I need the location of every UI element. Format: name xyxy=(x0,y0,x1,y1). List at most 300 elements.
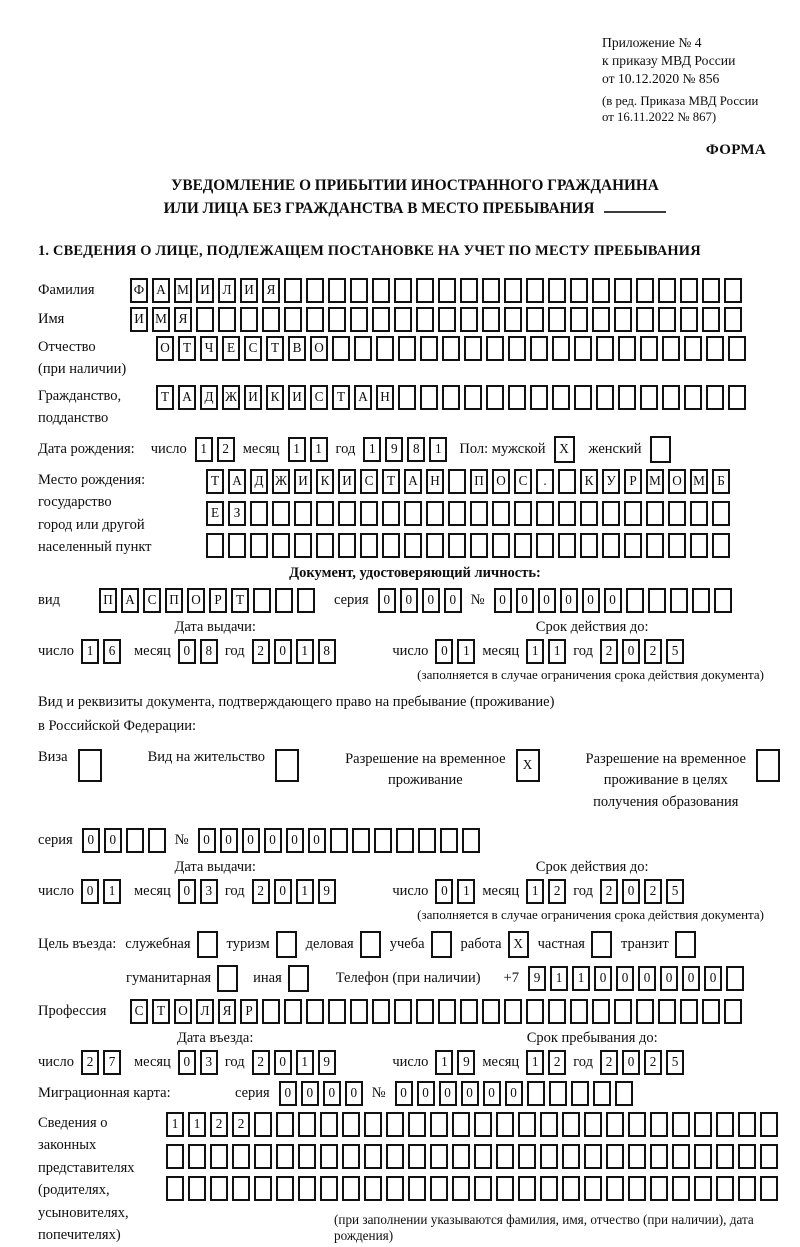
char-cell[interactable] xyxy=(254,1144,272,1169)
char-cell[interactable]: 2 xyxy=(232,1112,250,1137)
char-cell[interactable] xyxy=(702,307,720,332)
char-cell[interactable]: 1 xyxy=(429,437,447,462)
char-cell[interactable] xyxy=(210,1176,228,1201)
char-cell[interactable]: 9 xyxy=(385,437,403,462)
char-cell[interactable] xyxy=(684,385,702,410)
char-cell[interactable] xyxy=(672,1112,690,1137)
char-cell[interactable] xyxy=(514,501,532,526)
char-cell[interactable] xyxy=(262,307,280,332)
char-cell[interactable] xyxy=(570,278,588,303)
char-cell[interactable]: 1 xyxy=(195,437,213,462)
char-cell[interactable] xyxy=(374,828,392,853)
char-cell[interactable]: М xyxy=(174,278,192,303)
residence-expiry-month[interactable] xyxy=(526,879,566,904)
entry-day-input[interactable] xyxy=(81,1050,121,1075)
char-cell[interactable]: 0 xyxy=(704,966,722,991)
char-cell[interactable] xyxy=(694,1176,712,1201)
char-cell[interactable]: 0 xyxy=(516,588,534,613)
char-cell[interactable]: 0 xyxy=(435,879,453,904)
char-cell[interactable]: С xyxy=(244,336,262,361)
char-cell[interactable]: О xyxy=(156,336,174,361)
char-cell[interactable] xyxy=(618,385,636,410)
purpose-service-checkbox[interactable] xyxy=(197,931,218,958)
char-cell[interactable] xyxy=(148,828,166,853)
char-cell[interactable] xyxy=(276,931,297,958)
char-cell[interactable] xyxy=(650,1176,668,1201)
char-cell[interactable] xyxy=(636,278,654,303)
citizenship-input[interactable] xyxy=(156,385,746,410)
char-cell[interactable]: 1 xyxy=(548,639,566,664)
char-cell[interactable]: 0 xyxy=(198,828,216,853)
char-cell[interactable] xyxy=(338,501,356,526)
char-cell[interactable] xyxy=(218,307,236,332)
identity-issue-day[interactable] xyxy=(81,639,121,664)
char-cell[interactable]: О xyxy=(187,588,205,613)
char-cell[interactable] xyxy=(462,828,480,853)
char-cell[interactable] xyxy=(716,1144,734,1169)
char-cell[interactable]: 0 xyxy=(82,828,100,853)
char-cell[interactable] xyxy=(618,336,636,361)
char-cell[interactable]: 0 xyxy=(638,966,656,991)
char-cell[interactable] xyxy=(276,1112,294,1137)
char-cell[interactable]: 5 xyxy=(666,639,684,664)
char-cell[interactable]: Н xyxy=(376,385,394,410)
char-cell[interactable] xyxy=(440,828,458,853)
char-cell[interactable] xyxy=(496,1176,514,1201)
char-cell[interactable]: Р xyxy=(624,469,642,494)
char-cell[interactable] xyxy=(614,278,632,303)
char-cell[interactable]: 0 xyxy=(308,828,326,853)
char-cell[interactable] xyxy=(297,588,315,613)
char-cell[interactable] xyxy=(706,385,724,410)
char-cell[interactable]: 0 xyxy=(444,588,462,613)
char-cell[interactable]: 0 xyxy=(660,966,678,991)
char-cell[interactable]: 2 xyxy=(548,879,566,904)
char-cell[interactable]: X xyxy=(508,931,529,958)
char-cell[interactable] xyxy=(614,307,632,332)
char-cell[interactable] xyxy=(332,336,350,361)
char-cell[interactable] xyxy=(728,385,746,410)
stay-month-input[interactable] xyxy=(526,1050,566,1075)
char-cell[interactable] xyxy=(316,501,334,526)
char-cell[interactable] xyxy=(640,336,658,361)
char-cell[interactable] xyxy=(492,533,510,558)
identity-issue-month[interactable] xyxy=(178,639,218,664)
char-cell[interactable] xyxy=(591,931,612,958)
char-cell[interactable] xyxy=(527,1081,545,1106)
char-cell[interactable]: 2 xyxy=(600,1050,618,1075)
char-cell[interactable] xyxy=(228,533,246,558)
char-cell[interactable]: В xyxy=(288,336,306,361)
char-cell[interactable]: З xyxy=(228,501,246,526)
char-cell[interactable]: А xyxy=(354,385,372,410)
char-cell[interactable]: 1 xyxy=(526,1050,544,1075)
char-cell[interactable] xyxy=(712,501,730,526)
char-cell[interactable] xyxy=(558,469,576,494)
char-cell[interactable] xyxy=(724,999,742,1024)
char-cell[interactable]: 1 xyxy=(296,879,314,904)
char-cell[interactable]: Т xyxy=(152,999,170,1024)
char-cell[interactable] xyxy=(680,278,698,303)
char-cell[interactable] xyxy=(574,385,592,410)
char-cell[interactable] xyxy=(398,336,416,361)
char-cell[interactable] xyxy=(452,1112,470,1137)
char-cell[interactable]: А xyxy=(121,588,139,613)
char-cell[interactable]: 2 xyxy=(644,1050,662,1075)
char-cell[interactable] xyxy=(496,1112,514,1137)
char-cell[interactable] xyxy=(232,1176,250,1201)
char-cell[interactable] xyxy=(253,588,271,613)
char-cell[interactable] xyxy=(210,1144,228,1169)
char-cell[interactable] xyxy=(330,828,348,853)
char-cell[interactable]: Ч xyxy=(200,336,218,361)
char-cell[interactable]: 0 xyxy=(378,588,396,613)
char-cell[interactable] xyxy=(504,307,522,332)
char-cell[interactable] xyxy=(716,1112,734,1137)
char-cell[interactable] xyxy=(275,749,299,782)
char-cell[interactable]: 1 xyxy=(296,1050,314,1075)
char-cell[interactable]: 2 xyxy=(252,1050,270,1075)
char-cell[interactable] xyxy=(452,1176,470,1201)
char-cell[interactable]: Т xyxy=(231,588,249,613)
birth-year-input[interactable] xyxy=(363,437,447,462)
char-cell[interactable] xyxy=(294,533,312,558)
char-cell[interactable] xyxy=(675,931,696,958)
char-cell[interactable] xyxy=(350,278,368,303)
char-cell[interactable]: 2 xyxy=(252,879,270,904)
char-cell[interactable] xyxy=(426,501,444,526)
char-cell[interactable] xyxy=(320,1144,338,1169)
char-cell[interactable] xyxy=(188,1144,206,1169)
char-cell[interactable] xyxy=(350,999,368,1024)
char-cell[interactable]: 0 xyxy=(560,588,578,613)
char-cell[interactable] xyxy=(536,501,554,526)
char-cell[interactable] xyxy=(396,828,414,853)
char-cell[interactable] xyxy=(448,469,466,494)
birthplace-line3-input[interactable] xyxy=(206,533,730,558)
char-cell[interactable] xyxy=(364,1112,382,1137)
char-cell[interactable] xyxy=(382,533,400,558)
char-cell[interactable] xyxy=(602,533,620,558)
char-cell[interactable] xyxy=(284,278,302,303)
char-cell[interactable]: 0 xyxy=(604,588,622,613)
char-cell[interactable]: Я xyxy=(218,999,236,1024)
char-cell[interactable] xyxy=(470,533,488,558)
entry-month-input[interactable] xyxy=(178,1050,218,1075)
char-cell[interactable]: 0 xyxy=(395,1081,413,1106)
char-cell[interactable] xyxy=(548,999,566,1024)
char-cell[interactable] xyxy=(250,533,268,558)
char-cell[interactable] xyxy=(416,307,434,332)
char-cell[interactable] xyxy=(482,278,500,303)
char-cell[interactable] xyxy=(416,278,434,303)
char-cell[interactable]: 5 xyxy=(666,879,684,904)
char-cell[interactable]: 0 xyxy=(104,828,122,853)
char-cell[interactable]: 0 xyxy=(178,1050,196,1075)
char-cell[interactable]: 0 xyxy=(582,588,600,613)
char-cell[interactable]: С xyxy=(130,999,148,1024)
char-cell[interactable] xyxy=(526,999,544,1024)
char-cell[interactable] xyxy=(562,1112,580,1137)
char-cell[interactable] xyxy=(342,1144,360,1169)
char-cell[interactable] xyxy=(658,999,676,1024)
char-cell[interactable] xyxy=(552,336,570,361)
purpose-work-checkbox[interactable] xyxy=(508,931,529,958)
char-cell[interactable]: И xyxy=(196,278,214,303)
char-cell[interactable] xyxy=(196,307,214,332)
char-cell[interactable] xyxy=(342,1176,360,1201)
char-cell[interactable] xyxy=(540,1112,558,1137)
char-cell[interactable]: 0 xyxy=(345,1081,363,1106)
char-cell[interactable]: 0 xyxy=(538,588,556,613)
char-cell[interactable] xyxy=(614,999,632,1024)
char-cell[interactable]: 2 xyxy=(81,1050,99,1075)
char-cell[interactable] xyxy=(386,1112,404,1137)
char-cell[interactable] xyxy=(394,307,412,332)
char-cell[interactable]: С xyxy=(360,469,378,494)
char-cell[interactable] xyxy=(126,828,144,853)
char-cell[interactable] xyxy=(518,1112,536,1137)
char-cell[interactable] xyxy=(518,1176,536,1201)
char-cell[interactable]: 7 xyxy=(103,1050,121,1075)
char-cell[interactable] xyxy=(760,1176,778,1201)
char-cell[interactable] xyxy=(558,501,576,526)
char-cell[interactable] xyxy=(197,931,218,958)
char-cell[interactable] xyxy=(574,336,592,361)
char-cell[interactable]: 0 xyxy=(323,1081,341,1106)
char-cell[interactable]: М xyxy=(646,469,664,494)
char-cell[interactable]: 9 xyxy=(528,966,546,991)
char-cell[interactable] xyxy=(650,1144,668,1169)
char-cell[interactable]: 1 xyxy=(81,639,99,664)
char-cell[interactable] xyxy=(646,533,664,558)
char-cell[interactable]: Р xyxy=(209,588,227,613)
char-cell[interactable] xyxy=(650,436,671,463)
purpose-tourism-checkbox[interactable] xyxy=(276,931,297,958)
char-cell[interactable] xyxy=(670,588,688,613)
char-cell[interactable]: Л xyxy=(196,999,214,1024)
char-cell[interactable] xyxy=(442,385,460,410)
char-cell[interactable] xyxy=(254,1176,272,1201)
char-cell[interactable]: X xyxy=(554,436,575,463)
char-cell[interactable] xyxy=(404,533,422,558)
char-cell[interactable] xyxy=(430,1144,448,1169)
char-cell[interactable]: 1 xyxy=(526,639,544,664)
char-cell[interactable] xyxy=(504,278,522,303)
char-cell[interactable]: 2 xyxy=(600,639,618,664)
char-cell[interactable] xyxy=(571,1081,589,1106)
char-cell[interactable] xyxy=(474,1112,492,1137)
char-cell[interactable] xyxy=(404,501,422,526)
char-cell[interactable] xyxy=(592,999,610,1024)
char-cell[interactable] xyxy=(596,385,614,410)
char-cell[interactable]: Т xyxy=(156,385,174,410)
char-cell[interactable] xyxy=(552,385,570,410)
char-cell[interactable] xyxy=(382,501,400,526)
char-cell[interactable]: 9 xyxy=(318,879,336,904)
char-cell[interactable]: 0 xyxy=(461,1081,479,1106)
char-cell[interactable]: 8 xyxy=(407,437,425,462)
purpose-transit-checkbox[interactable] xyxy=(675,931,696,958)
purpose-other-checkbox[interactable] xyxy=(288,965,309,992)
char-cell[interactable]: О xyxy=(310,336,328,361)
char-cell[interactable]: 1 xyxy=(288,437,306,462)
birthplace-line1-input[interactable] xyxy=(206,469,730,494)
char-cell[interactable]: 1 xyxy=(550,966,568,991)
migration-series-input[interactable] xyxy=(279,1081,363,1106)
char-cell[interactable]: 0 xyxy=(264,828,282,853)
char-cell[interactable]: 2 xyxy=(600,879,618,904)
char-cell[interactable] xyxy=(394,999,412,1024)
char-cell[interactable] xyxy=(394,278,412,303)
char-cell[interactable] xyxy=(694,1144,712,1169)
char-cell[interactable] xyxy=(166,1176,184,1201)
char-cell[interactable]: Т xyxy=(332,385,350,410)
char-cell[interactable]: Е xyxy=(206,501,224,526)
char-cell[interactable] xyxy=(668,533,686,558)
char-cell[interactable] xyxy=(672,1176,690,1201)
char-cell[interactable]: 0 xyxy=(435,639,453,664)
char-cell[interactable]: 1 xyxy=(296,639,314,664)
patronymic-input[interactable] xyxy=(156,336,746,361)
char-cell[interactable] xyxy=(596,336,614,361)
char-cell[interactable]: 0 xyxy=(594,966,612,991)
char-cell[interactable]: X xyxy=(516,749,540,782)
sex-male-checkbox[interactable] xyxy=(554,436,575,463)
char-cell[interactable]: 0 xyxy=(286,828,304,853)
char-cell[interactable] xyxy=(298,1112,316,1137)
char-cell[interactable]: 1 xyxy=(457,639,475,664)
char-cell[interactable] xyxy=(712,533,730,558)
char-cell[interactable]: И xyxy=(130,307,148,332)
char-cell[interactable] xyxy=(584,1112,602,1137)
char-cell[interactable]: 8 xyxy=(318,639,336,664)
char-cell[interactable] xyxy=(232,1144,250,1169)
char-cell[interactable] xyxy=(272,501,290,526)
char-cell[interactable]: М xyxy=(152,307,170,332)
char-cell[interactable] xyxy=(306,999,324,1024)
char-cell[interactable]: Ж xyxy=(272,469,290,494)
char-cell[interactable]: С xyxy=(310,385,328,410)
char-cell[interactable] xyxy=(738,1112,756,1137)
char-cell[interactable] xyxy=(250,501,268,526)
char-cell[interactable]: И xyxy=(288,385,306,410)
char-cell[interactable] xyxy=(508,385,526,410)
surname-input[interactable] xyxy=(130,278,742,303)
char-cell[interactable] xyxy=(386,1144,404,1169)
char-cell[interactable]: П xyxy=(470,469,488,494)
char-cell[interactable] xyxy=(408,1176,426,1201)
char-cell[interactable] xyxy=(420,385,438,410)
char-cell[interactable] xyxy=(482,999,500,1024)
char-cell[interactable] xyxy=(606,1112,624,1137)
char-cell[interactable] xyxy=(372,278,390,303)
char-cell[interactable]: 0 xyxy=(81,879,99,904)
char-cell[interactable] xyxy=(756,749,780,782)
char-cell[interactable] xyxy=(526,278,544,303)
char-cell[interactable] xyxy=(438,307,456,332)
char-cell[interactable] xyxy=(376,336,394,361)
char-cell[interactable] xyxy=(648,588,666,613)
char-cell[interactable]: 0 xyxy=(279,1081,297,1106)
residence-expiry-day[interactable] xyxy=(435,879,475,904)
char-cell[interactable] xyxy=(672,1144,690,1169)
char-cell[interactable]: 0 xyxy=(622,1050,640,1075)
char-cell[interactable] xyxy=(540,1144,558,1169)
char-cell[interactable] xyxy=(662,336,680,361)
char-cell[interactable]: 0 xyxy=(682,966,700,991)
char-cell[interactable] xyxy=(658,307,676,332)
char-cell[interactable] xyxy=(464,336,482,361)
char-cell[interactable]: 1 xyxy=(166,1112,184,1137)
purpose-humanitarian-checkbox[interactable] xyxy=(217,965,238,992)
char-cell[interactable]: 0 xyxy=(417,1081,435,1106)
char-cell[interactable] xyxy=(584,1144,602,1169)
char-cell[interactable] xyxy=(442,336,460,361)
char-cell[interactable] xyxy=(738,1176,756,1201)
char-cell[interactable]: Е xyxy=(222,336,240,361)
char-cell[interactable]: И xyxy=(338,469,356,494)
char-cell[interactable] xyxy=(320,1112,338,1137)
char-cell[interactable]: 1 xyxy=(526,879,544,904)
char-cell[interactable]: 2 xyxy=(210,1112,228,1137)
char-cell[interactable] xyxy=(496,1144,514,1169)
birth-month-input[interactable] xyxy=(288,437,328,462)
char-cell[interactable]: 0 xyxy=(274,1050,292,1075)
char-cell[interactable] xyxy=(606,1144,624,1169)
char-cell[interactable]: Н xyxy=(426,469,444,494)
char-cell[interactable] xyxy=(464,385,482,410)
char-cell[interactable] xyxy=(726,966,744,991)
char-cell[interactable] xyxy=(438,999,456,1024)
char-cell[interactable] xyxy=(294,501,312,526)
char-cell[interactable] xyxy=(580,501,598,526)
char-cell[interactable] xyxy=(284,999,302,1024)
char-cell[interactable]: П xyxy=(99,588,117,613)
char-cell[interactable] xyxy=(646,501,664,526)
char-cell[interactable] xyxy=(474,1176,492,1201)
char-cell[interactable] xyxy=(342,1112,360,1137)
char-cell[interactable]: Д xyxy=(250,469,268,494)
char-cell[interactable]: А xyxy=(404,469,422,494)
char-cell[interactable]: А xyxy=(178,385,196,410)
representatives-line3-input[interactable] xyxy=(166,1176,792,1201)
char-cell[interactable]: М xyxy=(690,469,708,494)
char-cell[interactable] xyxy=(558,533,576,558)
char-cell[interactable] xyxy=(298,1176,316,1201)
char-cell[interactable]: 2 xyxy=(252,639,270,664)
char-cell[interactable]: 9 xyxy=(318,1050,336,1075)
char-cell[interactable] xyxy=(398,385,416,410)
char-cell[interactable] xyxy=(364,1144,382,1169)
char-cell[interactable] xyxy=(760,1112,778,1137)
char-cell[interactable]: . xyxy=(536,469,554,494)
char-cell[interactable]: Я xyxy=(262,278,280,303)
char-cell[interactable] xyxy=(706,336,724,361)
char-cell[interactable] xyxy=(426,533,444,558)
identity-issue-year[interactable] xyxy=(252,639,336,664)
char-cell[interactable]: О xyxy=(668,469,686,494)
char-cell[interactable] xyxy=(364,1176,382,1201)
char-cell[interactable] xyxy=(702,999,720,1024)
char-cell[interactable] xyxy=(724,278,742,303)
char-cell[interactable]: 0 xyxy=(242,828,260,853)
char-cell[interactable]: Т xyxy=(178,336,196,361)
char-cell[interactable] xyxy=(694,1112,712,1137)
char-cell[interactable] xyxy=(272,533,290,558)
char-cell[interactable]: П xyxy=(165,588,183,613)
char-cell[interactable] xyxy=(276,1144,294,1169)
